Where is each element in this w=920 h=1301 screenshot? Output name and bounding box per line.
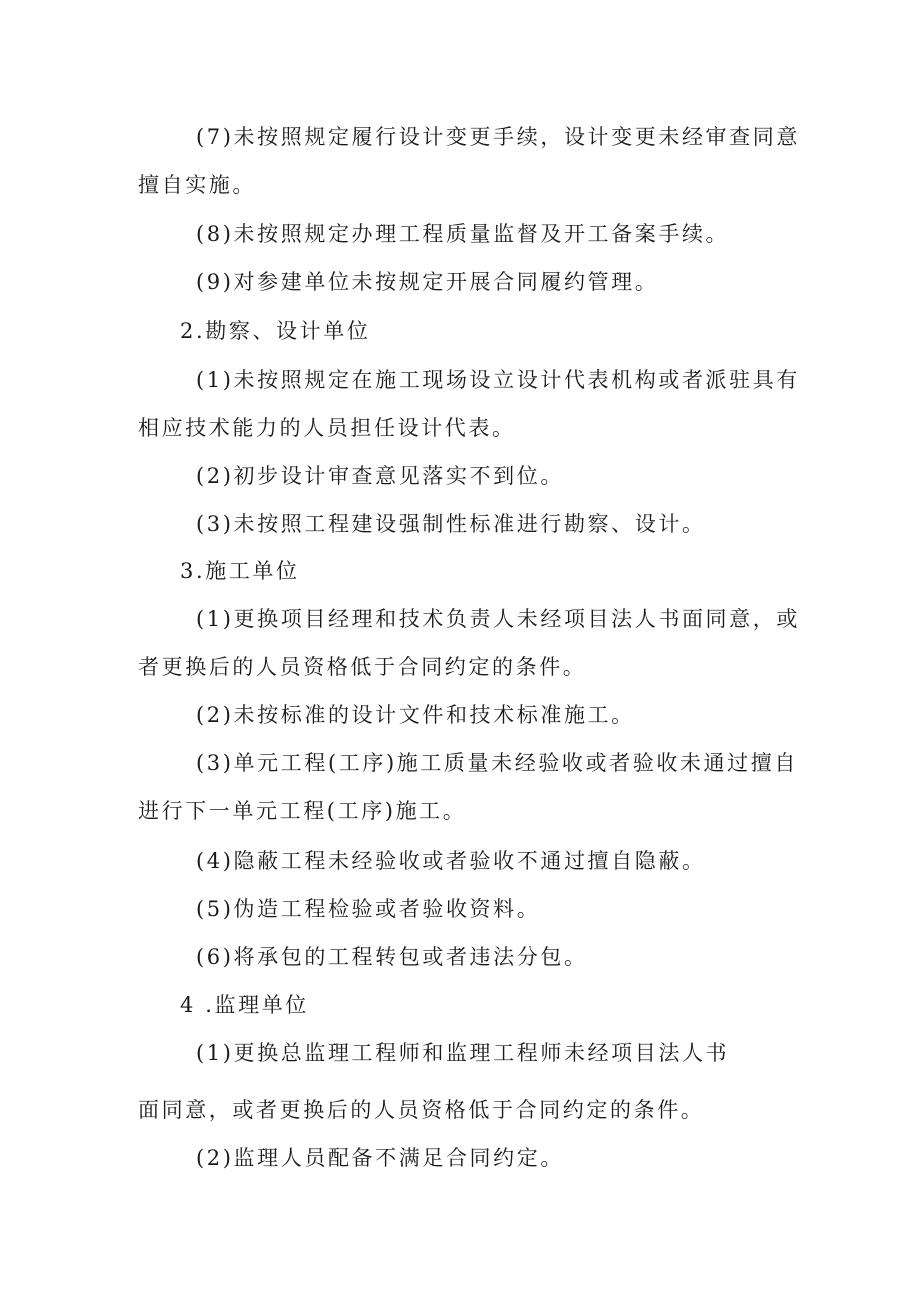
clause-text: (2)监理人员配备不满足合同约定。 [196,1146,564,1170]
clause-text-continuation: 相应技术能力的人员担任设计代表。 [138,416,516,440]
clause-text: (5)伪造工程检验或者验收资料。 [196,897,541,921]
clause-text: (1)未按照规定在施工现场设立设计代表机构或者派驻具有 [196,368,800,392]
section-heading: 3.施工单位 [180,559,300,583]
clause-text: (1)更换项目经理和技术负责人未经项目法人书面同意，或 [196,607,800,631]
clause-text: (6)将承包的工程转包或者违法分包。 [196,945,588,969]
clause-text: (8)未按照规定办理工程质量监督及开工备案手续。 [196,222,730,246]
section-heading: 4 .监理单位 [180,993,309,1017]
clause-text: (1)更换总监理工程师和监理工程师未经项目法人书 [196,1041,730,1065]
clause-text: (2)未按标准的设计文件和技术标准施工。 [196,703,635,727]
clause-text: (4)隐蔽工程未经验收或者验收不通过擅自隐蔽。 [196,849,706,873]
section-heading: 2.勘察、设计单位 [180,319,371,343]
clause-text-continuation: 进行下一单元工程(工序)施工。 [138,799,467,823]
clause-text-continuation: 面同意，或者更换后的人员资格低于合同约定的条件。 [138,1098,705,1122]
clause-text-continuation: 擅自实施。 [138,173,256,197]
clause-text-continuation: 者更换后的人员资格低于合同约定的条件。 [138,655,587,679]
clause-text: (3)单元工程(工序)施工质量未经验收或者验收未通过擅自 [196,751,798,775]
clause-text: (9)对参建单位未按规定开展合同履约管理。 [196,270,659,294]
clause-text: (7)未按照规定履行设计变更手续，设计变更未经审查同意 [196,125,800,149]
clause-text: (3)未按照工程建设强制性标准进行勘察、设计。 [196,512,706,536]
clause-text: (2)初步设计审查意见落实不到位。 [196,464,564,488]
